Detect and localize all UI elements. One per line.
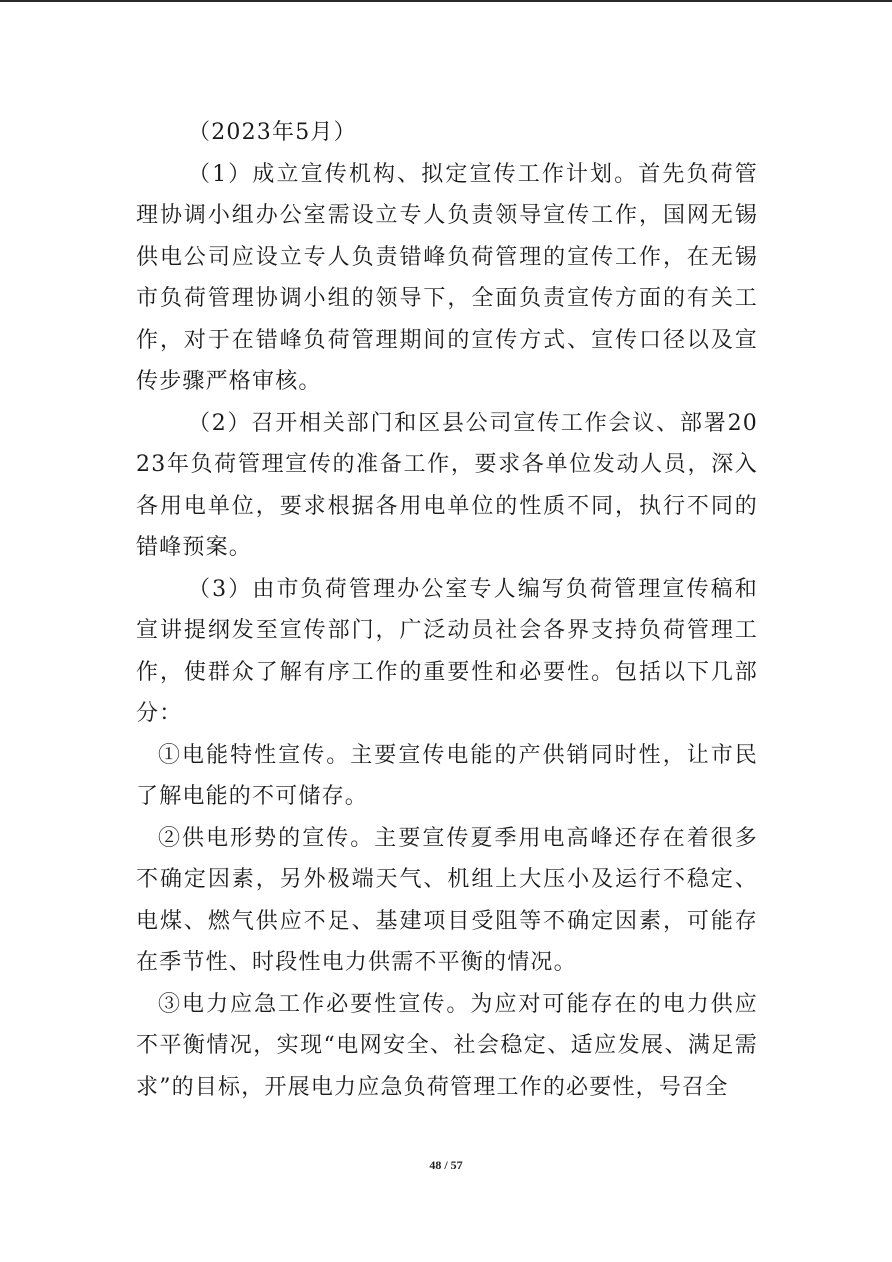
paragraph-1: （1）成立宣传机构、拟定宣传工作计划。首先负荷管理协调小组办公室需设立专人负责领导宣传工作，国网无锡供电公司应设立专人负责错峰负荷管理的宣传工作，在无锡市负荷管理协调小组的领导下，全面负责宣传方面的有关工作，对于在错峰负荷管理期间的宣传方式、宣传口径以及宣传步骤严格审核。	[136, 161, 758, 394]
paragraph-2: （2）召开相关部门和区县公司宣传工作会议、部署2023年负荷管理宣传的准备工作，要求各单位发动人员，深入各用电单位，要求根据各用电单位的性质不同，执行不同的错峰预案。	[136, 410, 758, 560]
list-item-2: ②供电形势的宣传。主要宣传夏季用电高峰还存在着很多不确定因素，另外极端天气、机组上大压小及运行不稳定、电煤、燃气供应不足、基建项目受阻等不确定因素，可能存在季节性、时段性电力供需不平衡的情况。	[136, 825, 758, 975]
list-item-1: ①电能特性宣传。主要宣传电能的产供销同时性，让市民了解电能的不可储存。	[136, 742, 758, 809]
page-number: 48 / 57	[429, 1158, 463, 1172]
list-item-3: ③电力应急工作必要性宣传。为应对可能存在的电力供应不平衡情况，实现“电网安全、社会稳定、适应发展、满足需求”的目标，开展电力应急负荷管理工作的必要性，号召全	[136, 991, 758, 1100]
paragraph-3: （3）由市负荷管理办公室专人编写负荷管理宣传稿和宣讲提纲发至宣传部门，广泛动员社会各界支持负荷管理工作，使群众了解有序工作的重要性和必要性。包括以下几部分：	[136, 576, 758, 726]
date-line: （2023年5月）	[188, 120, 357, 145]
top-border-line	[0, 0, 892, 2]
document-body	[136, 112, 758, 1108]
